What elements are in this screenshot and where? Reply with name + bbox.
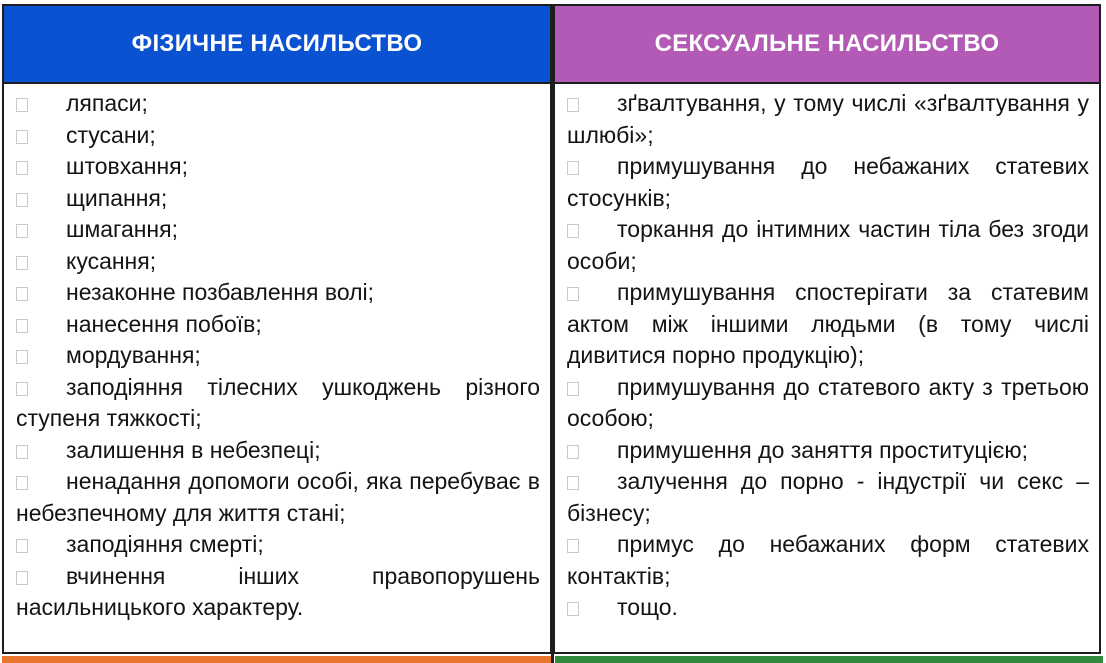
list-item: ляпаси;: [16, 88, 540, 120]
list-item: незаконне позбавлення волі;: [16, 277, 540, 309]
empty-square-icon: [567, 161, 579, 175]
list-item: кусання;: [16, 246, 540, 278]
list-item: штовхання;: [16, 151, 540, 183]
list-item: примус до небажаних форм статевих контактів;: [567, 531, 1089, 589]
list-item: примушення до заняття проституцією;: [567, 435, 1089, 467]
list-item: торкання до інтимних частин тіла без згоди особи;: [567, 216, 1089, 274]
empty-square-icon: [567, 382, 579, 396]
empty-square-icon: [16, 256, 28, 270]
sexual-violence-header: СЕКСУАЛЬНЕ НАСИЛЬСТВО: [553, 4, 1101, 84]
physical-violence-column: [2, 4, 552, 654]
physical-violence-header: ФІЗИЧНЕ НАСИЛЬСТВО: [2, 4, 552, 84]
empty-square-icon: [16, 382, 28, 396]
empty-square-icon: [567, 602, 579, 616]
empty-square-icon: [16, 571, 28, 585]
empty-square-icon: [16, 476, 28, 490]
empty-square-icon: [16, 445, 28, 459]
list-item: мордування;: [16, 340, 540, 372]
list-item: тощо.: [567, 592, 1089, 624]
list-item: шмагання;: [16, 214, 540, 246]
list-item: щипання;: [16, 183, 540, 215]
list-item: стусани;: [16, 120, 540, 152]
empty-square-icon: [16, 98, 28, 112]
list-item: примушування до статевого акту з третьою особою;: [567, 373, 1089, 431]
list-item: примушування спостерігати за статевим актом між іншими людьми (в тому числі дивитися порно продукцію);: [567, 279, 1089, 368]
list-item: заподіяння смерті;: [16, 529, 540, 561]
empty-square-icon: [16, 319, 28, 333]
next-table-header-strip-green: [555, 656, 1103, 663]
list-item: нанесення побоїв;: [16, 309, 540, 341]
sexual-violence-column: [553, 4, 1101, 654]
physical-violence-list: [2, 84, 552, 654]
column-divider: [551, 4, 554, 663]
empty-square-icon: [567, 476, 579, 490]
empty-square-icon: [16, 130, 28, 144]
empty-square-icon: [567, 539, 579, 553]
list-item: вчинення інших правопорушень насильницького характеру.: [16, 562, 540, 620]
empty-square-icon: [567, 98, 579, 112]
sexual-violence-list: [553, 84, 1101, 654]
next-table-header-strip-orange: [2, 656, 551, 663]
empty-square-icon: [567, 224, 579, 238]
list-item: залучення до порно - індустрії чи секс – бізнесу;: [567, 468, 1089, 526]
empty-square-icon: [16, 539, 28, 553]
empty-square-icon: [16, 161, 28, 175]
list-item: заподіяння тілесних ушкоджень різного ступеня тяжкості;: [16, 373, 540, 431]
empty-square-icon: [567, 445, 579, 459]
empty-square-icon: [567, 287, 579, 301]
list-item: залишення в небезпеці;: [16, 435, 540, 467]
list-item: зґвалтування, у тому числі «зґвалтування у шлюбі»;: [567, 90, 1089, 148]
list-item: ненадання допомоги особі, яка перебуває в небезпечному для життя стані;: [16, 468, 540, 526]
empty-square-icon: [16, 193, 28, 207]
list-item: примушування до небажаних статевих стосунків;: [567, 153, 1089, 211]
empty-square-icon: [16, 224, 28, 238]
empty-square-icon: [16, 350, 28, 364]
empty-square-icon: [16, 287, 28, 301]
